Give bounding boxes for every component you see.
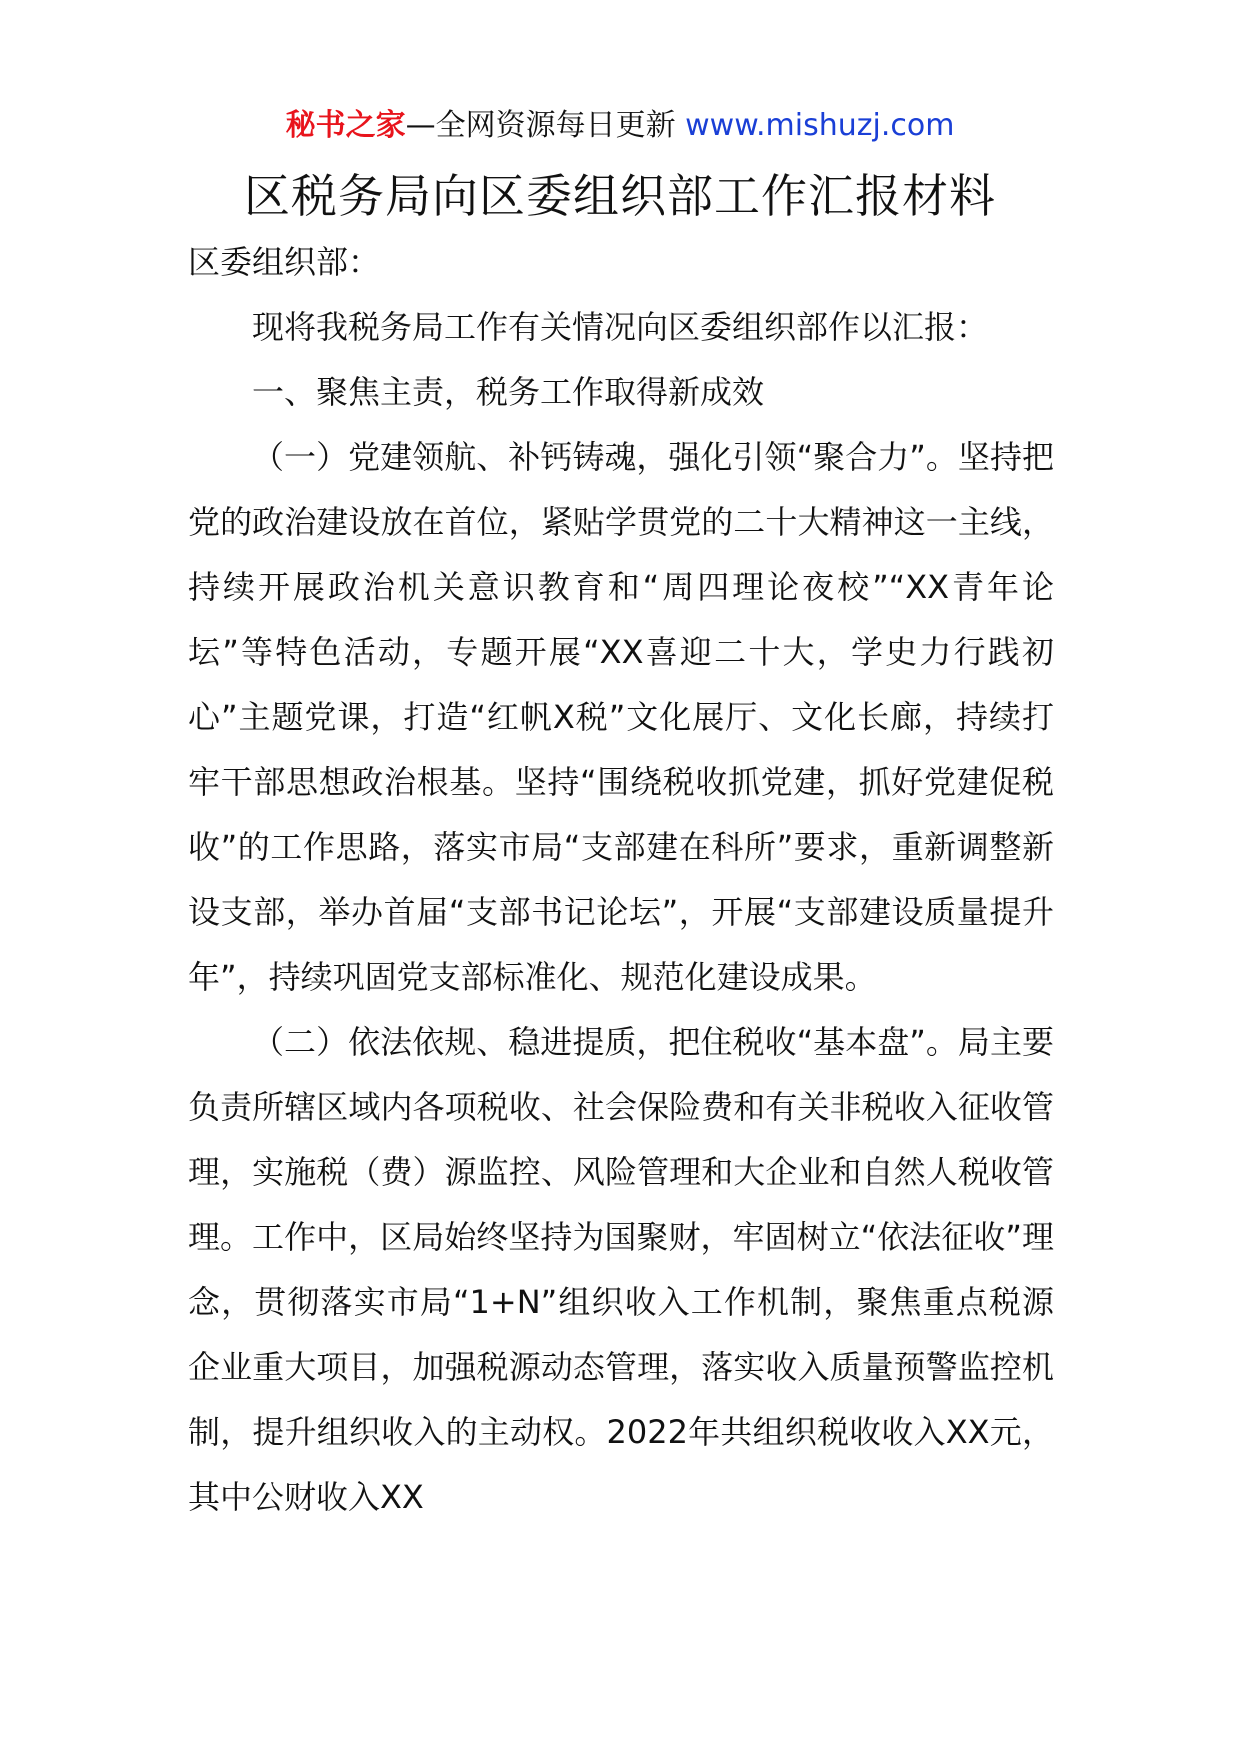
section-heading: 一、聚焦主责，税务工作取得新成效 [252, 373, 765, 411]
brand-name: 秘书之家 [285, 108, 406, 143]
site-url-link[interactable]: www.mishuzj.com [685, 108, 955, 143]
document-title: 区税务局向区委组织部工作汇报材料 [244, 169, 996, 223]
document-body [188, 230, 1054, 1530]
header-tagline: —全网资源每日更新 [405, 108, 686, 143]
salutation: 区委组织部： [188, 243, 381, 281]
site-header [0, 104, 1240, 148]
paragraph-tax-revenue: （二）依法依规、稳进提质，把住税收“基本盘”。局主要负责所辖区域内各项税收、社会保险费和有关非税收入征收管理，实施税（费）源监控、风险管理和大企业和自然人税收管理。工作中，区局始终坚持为国聚财，牢固树立“依法征收”理念，贯彻落实市局“1+N”组织收入工作机制，聚焦重点税源企业重大项目，加强税源动态管理，落实收入质量预警监控机制，提升组织收入的主动权。2022年共组织税收收入XX元，其中公财收入XX [188, 1023, 1054, 1516]
intro-paragraph: 现将我税务局工作有关情况向区委组织部作以汇报： [252, 308, 989, 346]
paragraph-party-building: （一）党建领航、补钙铸魂，强化引领“聚合力”。坚持把党的政治建设放在首位，紧贴学贯党的二十大精神这一主线，持续开展政治机关意识教育和“周四理论夜校”“XX青年论坛”等特色活动，专题开展“XX喜迎二十大，学史力行践初心”主题党课，打造“红帆X税”文化展厅、文化长廊，持续打牢干部思想政治根基。坚持“围绕税收抓党建，抓好党建促税收”的工作思路，落实市局“支部建在科所”要求，重新调整新设支部，举办首届“支部书记论坛”，开展“支部建设质量提升年”，持续巩固党支部标准化、规范化建设成果。 [188, 438, 1054, 996]
